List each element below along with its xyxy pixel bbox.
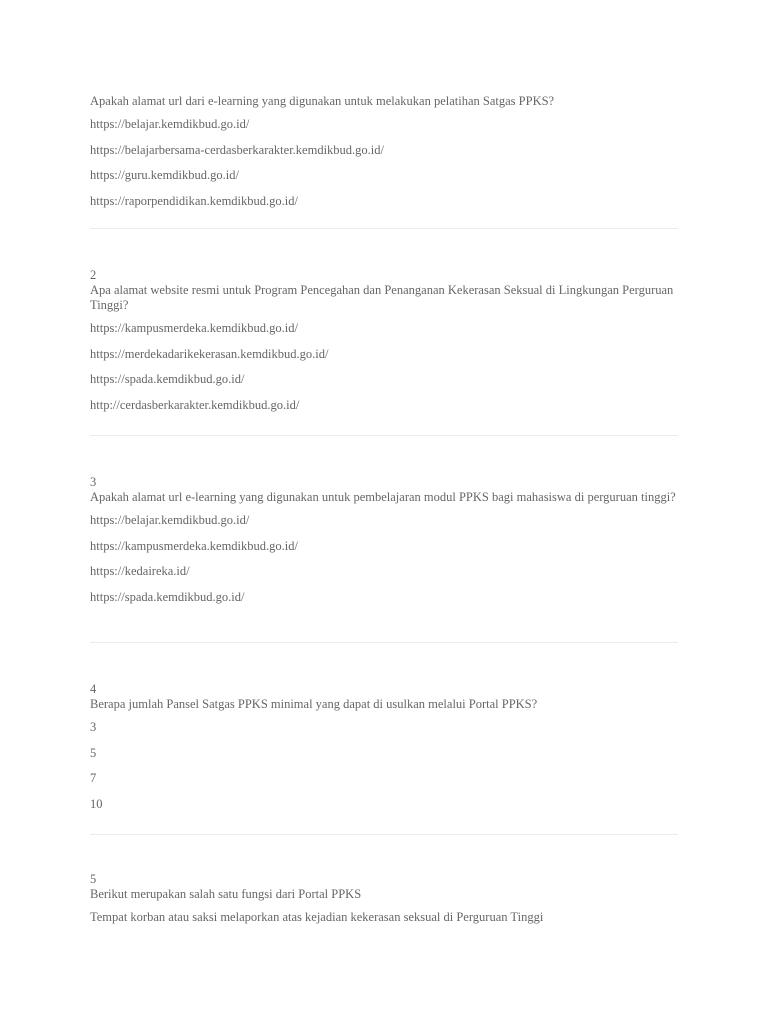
- option[interactable]: http://cerdasberkarakter.kemdikbud.go.id/: [90, 397, 300, 412]
- question-number: 4: [90, 682, 97, 696]
- question-text: Apa alamat website resmi untuk Program Pencegahan dan Penanganan Kekerasan Seksual di Lingkungan Perguruan Tinggi?: [90, 283, 674, 312]
- divider: [90, 642, 678, 643]
- options-list: [90, 513, 678, 605]
- question-text: Apakah alamat url e-learning yang digunakan untuk pembelajaran modul PPKS bagi mahasiswa di perguruan tinggi?: [90, 490, 676, 504]
- options-list: [90, 321, 678, 413]
- option[interactable]: https://belajarbersama-cerdasberkarakter.kemdikbud.go.id/: [90, 142, 384, 157]
- question-number: 5: [90, 872, 97, 886]
- divider: [90, 435, 678, 436]
- option[interactable]: https://belajar.kemdikbud.go.id/: [90, 117, 250, 131]
- divider: [90, 834, 678, 835]
- question-4: [90, 682, 678, 822]
- question-2: [90, 268, 678, 423]
- options-list: [90, 117, 678, 209]
- option[interactable]: Tempat korban atau saksi melaporkan atas kejadian kekerasan seksual di Perguruan Tinggi: [90, 910, 544, 924]
- question-number: 3: [90, 475, 97, 489]
- option[interactable]: https://kampusmerdeka.kemdikbud.go.id/: [90, 538, 298, 553]
- option[interactable]: 5: [90, 745, 97, 760]
- question-text: Apakah alamat url dari e-learning yang digunakan untuk melakukan pelatihan Satgas PPKS?: [90, 94, 555, 108]
- option[interactable]: https://spada.kemdikbud.go.id/: [90, 589, 245, 604]
- option[interactable]: 7: [90, 771, 97, 785]
- option[interactable]: https://kampusmerdeka.kemdikbud.go.id/: [90, 321, 298, 335]
- option[interactable]: https://merdekadarikekerasan.kemdikbud.go.id/: [90, 346, 329, 361]
- option[interactable]: https://spada.kemdikbud.go.id/: [90, 372, 245, 386]
- question-text: Berikut merupakan salah satu fungsi dari Portal PPKS: [90, 887, 362, 901]
- option[interactable]: 10: [90, 796, 103, 811]
- question-number: 2: [90, 268, 97, 282]
- question-text: Berapa jumlah Pansel Satgas PPKS minimal yang dapat di usulkan melalui Portal PPKS?: [90, 697, 538, 711]
- options-list: [90, 910, 678, 925]
- option[interactable]: 3: [90, 720, 97, 734]
- option[interactable]: https://guru.kemdikbud.go.id/: [90, 168, 239, 182]
- option[interactable]: https://raporpendidikan.kemdikbud.go.id/: [90, 193, 298, 208]
- question-1: [90, 94, 678, 219]
- question-3: [90, 475, 678, 615]
- divider: [90, 228, 678, 229]
- options-list: [90, 720, 678, 812]
- question-5: [90, 872, 678, 936]
- option[interactable]: https://kedaireka.id/: [90, 564, 190, 578]
- option[interactable]: https://belajar.kemdikbud.go.id/: [90, 513, 250, 527]
